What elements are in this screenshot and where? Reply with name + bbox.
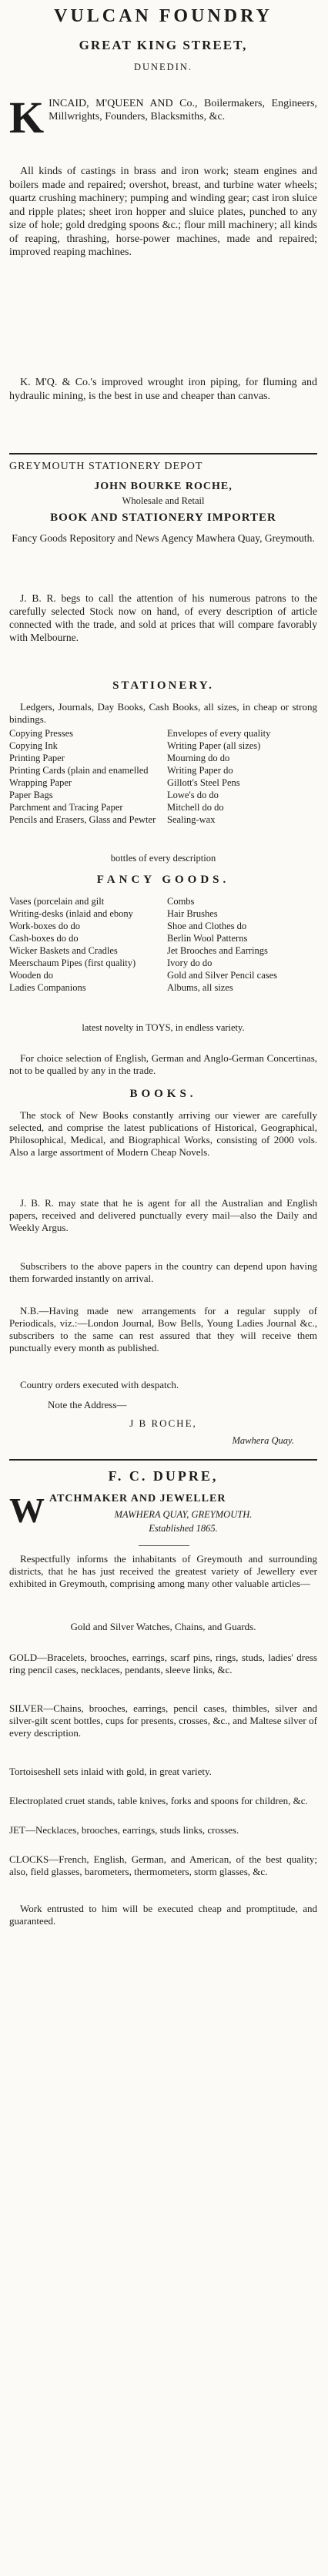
stationery-tail: bottles of every description <box>110 853 216 864</box>
stationery-list <box>9 727 317 826</box>
list-item: Pencils and Erasers, Glass and Pewter <box>9 814 156 825</box>
list-item: Writing Paper do <box>167 765 233 776</box>
ad3-gold: GOLD—Bracelets, brooches, earrings, scarf pins, rings, studs, ladies' dress ring pencil cases, necklaces, pendants, sleeve links, &c. <box>9 1652 317 1675</box>
list-item: Meerschaum Pipes (first quality) <box>9 958 136 968</box>
ad2-agent: J. B. R. may state that he is agent for all the Australian and English papers, received and delivered punctually every mail—also the Daily and Weekly Argus. <box>9 1197 317 1233</box>
stationery-heading: STATIONERY. <box>112 679 214 692</box>
ad1-title-block <box>9 6 317 73</box>
ad2-country: Country orders executed with despatch. <box>20 1379 179 1390</box>
short-rule <box>139 1545 189 1546</box>
list-item: Mourning do do <box>167 753 230 763</box>
ad2-header: GREYMOUTH STATIONERY DEPOT <box>9 461 203 472</box>
stationery-lead: Ledgers, Journals, Day Books, Cash Books, all sizes, in cheap or strong bindings. <box>9 701 317 725</box>
ad1-intro-text: INCAID, M'QUEEN AND Co., Boilermakers, Engineers, Millwrights, Founders, Blacksmiths, &c. <box>49 98 317 122</box>
list-item: Vases (porcelain and gilt <box>9 896 105 907</box>
books-body: The stock of New Books constantly arriving our viewer are carefully selected, and comprise the latest publications of Historical, Geographical, Philosophical, Medical, and Biographical Works, consisting of 2000 vols. Also a large assortment of Modern Cheap Novels. <box>9 1109 317 1158</box>
ad3-subhead: Gold and Silver Watches, Chains, and Guards. <box>70 1621 256 1632</box>
ad2-header-block <box>9 461 317 545</box>
ad3-intro: Respectfully informs the inhabitants of Greymouth and surrounding districts, that he has just received the greatest variety of Jewellery ever exhibited in Greymouth, comprising among many other valuable articles— <box>9 1553 317 1589</box>
ad3-silver: SILVER—Chains, brooches, earrings, pencil cases, thimbles, silver and silver-gilt scent bottles, cups for presents, crosses, &c., and Maltese silver of every description. <box>9 1702 317 1739</box>
list-item: Copying Presses <box>9 728 73 739</box>
list-item: Ladies Companions <box>9 982 86 993</box>
list-item: Ivory do do <box>167 958 213 968</box>
list-item: Wicker Baskets and Cradles <box>9 945 118 956</box>
ad1-dropcap: K <box>9 92 45 143</box>
list-item: Wooden do <box>9 970 53 981</box>
list-item: Printing Paper <box>9 753 65 763</box>
ad3-electroplated: Electroplated cruet stands, table knives, forks and spoons for children, &c. <box>9 1795 308 1806</box>
list-item: Albums, all sizes <box>167 982 233 993</box>
ad3-dropcap: W <box>9 1491 45 1530</box>
ad2-name: JOHN BOURKE ROCHE, <box>94 481 233 492</box>
ad3-jet: JET—Necklaces, brooches, earrings, studs links, crosses. <box>9 1824 239 1836</box>
ad1-body: All kinds of castings in brass and iron work; steam engines and boilers made and repaired; overshot, breast, and turbine water wheels; quartz crushing machinery; pumping and winding gear; cast iron sluice and ripple plates; sheet iron hopper and sluice plates, punched to any size of hole; gold dredging spoons &c.; flour mill machinery; all kinds of reaping, thrashing, horse-power machines, made and repaired; improved reaping machines. <box>9 166 317 258</box>
fancy-list <box>9 895 317 994</box>
list-item: Writing Paper (all sizes) <box>167 740 261 751</box>
ad3-title: ATCHMAKER AND JEWELLER <box>49 1493 226 1504</box>
ad1-note: K. M'Q. & Co.'s improved wrought iron piping, for fluming and hydraulic mining, is the best in use and cheaper than canvas. <box>9 377 317 402</box>
list-item: Parchment and Tracing Paper <box>9 802 123 813</box>
list-item: Copying Ink <box>9 740 58 751</box>
fancy-left-col <box>9 895 159 994</box>
ad3-established: Established 1865. <box>149 1523 218 1534</box>
list-item: Jet Brooches and Earrings <box>167 945 268 956</box>
ad2-subscribers: Subscribers to the above papers in the country can depend upon having them forwarded instantly on arrival. <box>9 1260 317 1284</box>
ad2-sign-place: Mawhera Quay. <box>232 1435 294 1446</box>
books-heading: BOOKS. <box>129 1088 197 1100</box>
ad3-closing: Work entrusted to him will be executed cheap and promptitude, and guaranteed. <box>9 1903 317 1927</box>
list-item: Shoe and Clothes do <box>167 921 247 931</box>
fancy-tail: latest novelty in TOYS, in endless variety. <box>82 1022 245 1033</box>
list-item: Cash-boxes do do <box>9 933 79 944</box>
ad1-title: VULCAN FOUNDRY <box>54 6 273 26</box>
ad2-trade: Wholesale and Retail <box>122 495 205 506</box>
ad3-title-block <box>9 1493 317 1535</box>
list-item: Paper Bags <box>9 790 53 800</box>
ad2-title: BOOK AND STATIONERY IMPORTER <box>50 512 276 524</box>
ad3-header: F. C. DUPRE, <box>108 1468 219 1484</box>
list-item: Berlin Wool Patterns <box>167 933 248 944</box>
list-item: Gold and Silver Pencil cases <box>167 970 278 981</box>
ad2-nb: N.B.—Having made new arrangements for a regular supply of Periodicals, viz.:—London Journal, Bow Bells, Young Ladies Journal &c., subscribers to the same can rest assured that they will receive them punctually every month as published. <box>9 1305 317 1353</box>
ad1-intro <box>9 92 317 143</box>
list-item: Printing Cards (plain and enamelled <box>9 765 149 776</box>
list-item: Combs <box>167 896 195 907</box>
list-item: Hair Brushes <box>167 908 218 919</box>
list-item: Sealing-wax <box>167 814 216 825</box>
list-item: Mitchell do do <box>167 802 224 813</box>
ad3-tortoiseshell: Tortoiseshell sets inlaid with gold, in great variety. <box>9 1766 212 1777</box>
ad2-address-label: Note the Address— <box>48 1399 127 1410</box>
list-item: Wrapping Paper <box>9 777 72 788</box>
list-item: Gillott's Steel Pens <box>167 777 240 788</box>
ad3-clocks: CLOCKS—French, English, German, and American, of the best quality; also, field glasses, barometers, thermometers, storm glasses, &c. <box>9 1853 317 1877</box>
divider-1 <box>9 453 317 454</box>
stationery-right-col <box>167 727 317 826</box>
stationery-left-col <box>9 727 159 826</box>
divider-2 <box>9 1459 317 1461</box>
ad2-concertina: For choice selection of English, German and Anglo-German Concertinas, not to be qualled by any in the trade. <box>9 1052 317 1076</box>
list-item: Work-boxes do do <box>9 921 81 931</box>
list-item: Lowe's do do <box>167 790 219 800</box>
ad2-intro: J. B. R. begs to call the attention of his numerous patrons to the carefully selected Stock now on hand, of every description of article connected with the trade, and sold at prices that will compare favorably with Melbourne. <box>9 592 317 643</box>
fancy-right-col <box>167 895 317 994</box>
ad3-location: MAWHERA QUAY, GREYMOUTH. <box>114 1509 253 1520</box>
list-item: Writing-desks (inlaid and ebony <box>9 908 133 919</box>
ad2-sign-name: J B ROCHE, <box>129 1417 197 1429</box>
list-item: Envelopes of every quality <box>167 728 271 739</box>
fancy-heading: FANCY GOODS. <box>96 874 230 886</box>
ad1-street: GREAT KING STREET, <box>79 38 248 52</box>
ad1-city: DUNEDIN. <box>133 62 193 72</box>
ad2-agency: Fancy Goods Repository and News Agency Mawhera Quay, Greymouth. <box>12 532 315 544</box>
